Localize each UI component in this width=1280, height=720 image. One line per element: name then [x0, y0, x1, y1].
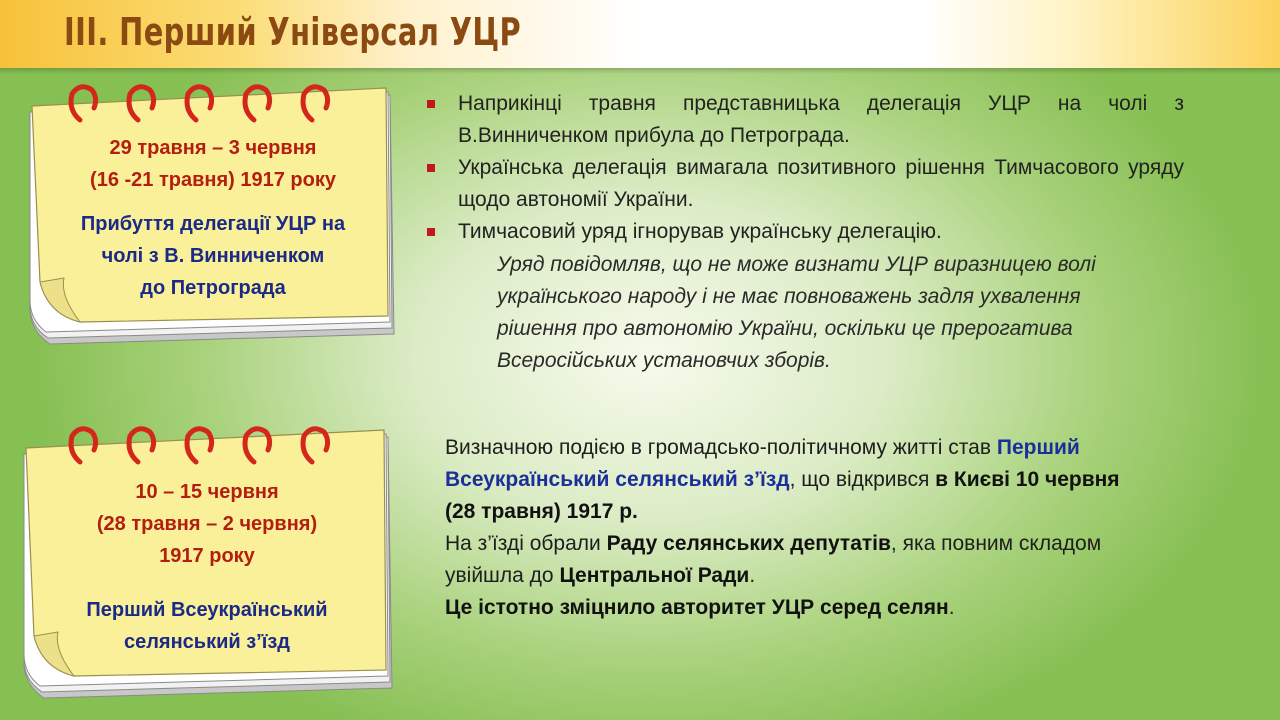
calendar-1-date-line: (16 -21 травня) 1917 року [90, 169, 336, 191]
list-item [424, 88, 1184, 152]
bullet-text: Наприкінці травня представницька делегація УЦР на чолі з В.Винниченком прибула до Петрограда. [458, 92, 1184, 147]
calendar-1-event-line: Прибуття делегації УЦР на [80, 213, 346, 235]
quote-line: Всеросійських установчих зборів. [497, 349, 831, 372]
text-run: Визначною подією в громадсько-політичному житті став [445, 436, 997, 459]
text-run: увійшла до [445, 564, 560, 587]
calendar-2-date-line: 10 – 15 червня [135, 481, 279, 503]
bold-run: Це істотно зміцнило авторитет УЦР серед селян [445, 596, 949, 619]
calendar-2-event-line: Перший Всеукраїнський [86, 599, 328, 621]
title-bar-shadow [0, 68, 1280, 74]
calendar-rings-icon [60, 80, 360, 124]
text-run: , що відкрився [789, 468, 936, 491]
paragraph-line [445, 528, 1225, 560]
calendar-rings-icon [60, 422, 360, 466]
paragraph-line [445, 496, 1225, 528]
calendar-2-event-line: селянський з’їзд [123, 631, 291, 653]
paragraph-line [445, 432, 1225, 464]
text-run: На з’їзді обрали [445, 532, 607, 555]
calendar-1-text [48, 132, 378, 304]
paragraph-line [445, 464, 1225, 496]
text-run: , яка повним складом [890, 532, 1102, 555]
bullet-text: Українська делегація вимагала позитивного рішення Тимчасового уряду щодо автономії України. [458, 156, 1184, 211]
square-bullet-icon [427, 228, 435, 236]
square-bullet-icon [427, 100, 435, 108]
text-run: . [749, 564, 756, 587]
quote-line: рішення про автономію України, оскільки це прерогатива [497, 317, 1073, 340]
bold-run: Раду селянських депутатів [606, 532, 891, 555]
calendar-card-1 [20, 82, 400, 352]
bullet-text: Тимчасовий уряд ігнорував українську делегацію. [458, 220, 942, 243]
square-bullet-icon [427, 164, 435, 172]
quote-line: українського народу і не має повноважень задля ухвалення [497, 285, 1081, 308]
government-quote [497, 249, 1217, 377]
paragraph-line [445, 592, 1225, 624]
highlight-run: Всеукраїнський селянський з’їзд [445, 468, 790, 491]
calendar-1-date-line: 29 травня – 3 червня [109, 137, 317, 159]
calendar-card-2 [14, 424, 398, 706]
calendar-2-text [40, 476, 374, 658]
slide-title: III. Перший Універсал УЦР [64, 10, 522, 54]
calendar-1-event-line: чолі з В. Винниченком [101, 245, 325, 267]
highlight-run: Перший [996, 436, 1080, 459]
calendar-2-date-line: 1917 року [159, 545, 255, 567]
bullet-list [424, 88, 1184, 248]
bold-run: в Києві 10 червня [935, 468, 1120, 491]
text-run: . [948, 596, 955, 619]
calendar-2-date-line: (28 травня – 2 червня) [96, 513, 318, 535]
title-bar [0, 0, 1280, 68]
list-item [424, 152, 1184, 216]
paragraph-line [445, 560, 1225, 592]
quote-line: Уряд повідомляв, що не може визнати УЦР виразницею волі [497, 253, 1096, 276]
congress-paragraph [445, 432, 1225, 624]
bold-run: (28 травня) 1917 р. [445, 500, 638, 523]
bold-run: Центральної Ради [559, 564, 750, 587]
list-item [424, 216, 1184, 248]
calendar-1-event-line: до Петрограда [140, 277, 286, 299]
